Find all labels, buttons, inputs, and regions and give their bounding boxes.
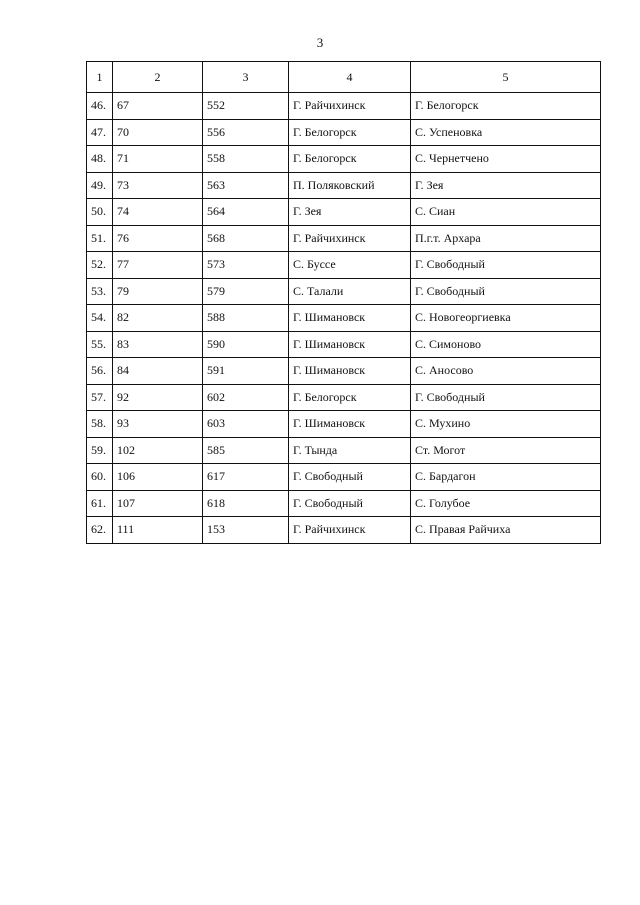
destination-cell: С. Мухино (411, 411, 601, 438)
column-3-cell: 585 (203, 437, 289, 464)
table-row (87, 278, 601, 305)
origin-cell: С. Буссе (289, 252, 411, 279)
column-2-cell: 84 (113, 358, 203, 385)
row-number-cell: 50. (87, 199, 113, 226)
column-2-cell: 82 (113, 305, 203, 332)
column-2-cell: 74 (113, 199, 203, 226)
origin-cell: Г. Зея (289, 199, 411, 226)
origin-cell: Г. Райчихинск (289, 93, 411, 120)
row-number-cell: 55. (87, 331, 113, 358)
origin-cell: Г. Свободный (289, 490, 411, 517)
column-3-cell: 617 (203, 464, 289, 491)
origin-cell: С. Талали (289, 278, 411, 305)
row-number-cell: 48. (87, 146, 113, 173)
row-number-cell: 59. (87, 437, 113, 464)
routes-table (86, 61, 601, 544)
column-header-1: 1 (87, 62, 113, 93)
column-2-cell: 79 (113, 278, 203, 305)
destination-cell: С. Симоново (411, 331, 601, 358)
column-header-3: 3 (203, 62, 289, 93)
row-number-cell: 47. (87, 119, 113, 146)
column-2-cell: 71 (113, 146, 203, 173)
destination-cell: Г. Свободный (411, 278, 601, 305)
origin-cell: Г. Свободный (289, 464, 411, 491)
column-2-cell: 111 (113, 517, 203, 544)
table-row (87, 358, 601, 385)
origin-cell: Г. Белогорск (289, 146, 411, 173)
row-number-cell: 51. (87, 225, 113, 252)
table-row (87, 225, 601, 252)
column-2-cell: 73 (113, 172, 203, 199)
column-3-cell: 591 (203, 358, 289, 385)
table-row (87, 146, 601, 173)
table-row (87, 93, 601, 120)
table-row (87, 384, 601, 411)
destination-cell: С. Новогеоргиевка (411, 305, 601, 332)
column-2-cell: 102 (113, 437, 203, 464)
column-3-cell: 573 (203, 252, 289, 279)
row-number-cell: 54. (87, 305, 113, 332)
row-number-cell: 57. (87, 384, 113, 411)
column-3-cell: 588 (203, 305, 289, 332)
column-2-cell: 107 (113, 490, 203, 517)
destination-cell: Г. Зея (411, 172, 601, 199)
row-number-cell: 60. (87, 464, 113, 491)
column-3-cell: 618 (203, 490, 289, 517)
row-number-cell: 56. (87, 358, 113, 385)
destination-cell: Г. Белогорск (411, 93, 601, 120)
column-3-cell: 558 (203, 146, 289, 173)
column-2-cell: 106 (113, 464, 203, 491)
column-3-cell: 153 (203, 517, 289, 544)
destination-cell: Г. Свободный (411, 252, 601, 279)
column-3-cell: 564 (203, 199, 289, 226)
destination-cell: С. Сиан (411, 199, 601, 226)
table-row (87, 199, 601, 226)
destination-cell: С. Голубое (411, 490, 601, 517)
row-number-cell: 61. (87, 490, 113, 517)
origin-cell: Г. Тында (289, 437, 411, 464)
row-number-cell: 62. (87, 517, 113, 544)
table-row (87, 305, 601, 332)
column-3-cell: 552 (203, 93, 289, 120)
table-header-row (87, 62, 601, 93)
column-header-4: 4 (289, 62, 411, 93)
table-row (87, 172, 601, 199)
origin-cell: Г. Шимановск (289, 331, 411, 358)
row-number-cell: 49. (87, 172, 113, 199)
row-number-cell: 52. (87, 252, 113, 279)
destination-cell: С. Правая Райчиха (411, 517, 601, 544)
origin-cell: Г. Райчихинск (289, 517, 411, 544)
table-row (87, 464, 601, 491)
column-3-cell: 579 (203, 278, 289, 305)
column-3-cell: 563 (203, 172, 289, 199)
column-2-cell: 70 (113, 119, 203, 146)
destination-cell: С. Аносово (411, 358, 601, 385)
column-3-cell: 590 (203, 331, 289, 358)
destination-cell: С. Чернетчено (411, 146, 601, 173)
origin-cell: П. Поляковский (289, 172, 411, 199)
table-body (87, 93, 601, 544)
column-3-cell: 602 (203, 384, 289, 411)
destination-cell: Г. Свободный (411, 384, 601, 411)
table-row (87, 517, 601, 544)
column-3-cell: 556 (203, 119, 289, 146)
column-2-cell: 92 (113, 384, 203, 411)
column-2-cell: 76 (113, 225, 203, 252)
origin-cell: Г. Шимановск (289, 411, 411, 438)
column-3-cell: 568 (203, 225, 289, 252)
table-row (87, 411, 601, 438)
column-2-cell: 77 (113, 252, 203, 279)
destination-cell: П.г.т. Архара (411, 225, 601, 252)
origin-cell: Г. Белогорск (289, 119, 411, 146)
origin-cell: Г. Шимановск (289, 358, 411, 385)
page-number: 3 (316, 35, 324, 50)
table-row (87, 119, 601, 146)
row-number-cell: 46. (87, 93, 113, 120)
table-row (87, 490, 601, 517)
column-2-cell: 83 (113, 331, 203, 358)
origin-cell: Г. Шимановск (289, 305, 411, 332)
column-2-cell: 67 (113, 93, 203, 120)
column-2-cell: 93 (113, 411, 203, 438)
row-number-cell: 58. (87, 411, 113, 438)
row-number-cell: 53. (87, 278, 113, 305)
table-row (87, 331, 601, 358)
table-row (87, 252, 601, 279)
destination-cell: Ст. Могот (411, 437, 601, 464)
origin-cell: Г. Райчихинск (289, 225, 411, 252)
table-row (87, 437, 601, 464)
destination-cell: С. Успеновка (411, 119, 601, 146)
origin-cell: Г. Белогорск (289, 384, 411, 411)
column-header-5: 5 (411, 62, 601, 93)
destination-cell: С. Бардагон (411, 464, 601, 491)
column-header-2: 2 (113, 62, 203, 93)
column-3-cell: 603 (203, 411, 289, 438)
